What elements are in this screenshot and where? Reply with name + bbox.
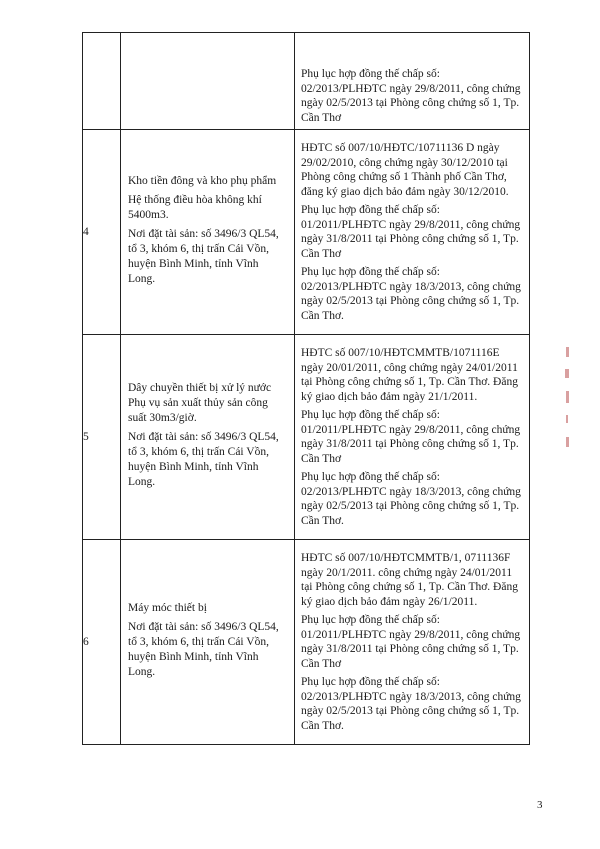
table-row <box>83 130 530 335</box>
contract-cell <box>295 33 530 130</box>
row-number-cell <box>83 335 121 540</box>
row-number: 4 <box>83 226 89 238</box>
asset-location: Nơi đặt tài sản: số 3496/3 QL54, tổ 3, khóm 6, thị trấn Cái Vồn, huyện Bình Minh, tỉnh Vĩnh Long. <box>128 430 279 488</box>
row-number-cell <box>83 540 121 745</box>
contract-text: Phụ lục hợp đồng thế chấp số: 02/2013/PLHĐTC ngày 18/3/2013, công chứng ngày 02/5/2013 tại Phòng công chứng số 1, Tp. Cần Thơ. <box>301 676 521 732</box>
row-number-cell <box>83 33 121 130</box>
row-number: 6 <box>83 636 89 648</box>
contract-cell <box>295 540 530 745</box>
contract-text: Phụ lục hợp đồng thế chấp số: 02/2013/PLHĐTC ngày 18/3/2013, công chứng ngày 02/5/2013 tại Phòng công chứng số 1, Tp. Cần Thơ. <box>301 266 521 322</box>
asset-location: Nơi đặt tài sản: số 3496/3 QL54, tổ 3, khóm 6, thị trấn Cái Vồn, huyện Bình Minh, tỉnh Vĩnh Long. <box>128 620 279 678</box>
table-row <box>83 33 530 130</box>
contract-cell <box>295 335 530 540</box>
table-row <box>83 540 530 745</box>
asset-cell <box>121 540 295 745</box>
contract-text: Phụ lục hợp đồng thế chấp số: 01/2011/PLHĐTC ngày 29/8/2011, công chứng ngày 31/8/2011 tại Phòng công chứng số 1, Tp. Cần Thơ <box>301 409 521 465</box>
margin-stamp-mark <box>561 345 575 461</box>
asset-text: Dây chuyền thiết bị xử lý nước Phụ vụ sản xuất thủy sản công suất 30m3/giờ. <box>128 381 272 424</box>
asset-text: Máy móc thiết bị <box>128 601 207 614</box>
asset-cell <box>121 335 295 540</box>
asset-cell <box>121 130 295 335</box>
row-number: 5 <box>83 431 89 443</box>
contract-text: HĐTC số 007/10/HĐTCMMTB/1, 0711136F ngày 20/1/2011. công chứng ngày 24/01/2011 tại Phòng công chứng số 1, Tp. Cần Thơ. Đăng ký giao dịch bảo đảm ngày 26/1/2011. <box>301 552 518 608</box>
contract-text: Phụ lục hợp đồng thế chấp số: 01/2011/PLHĐTC ngày 29/8/2011, công chứng ngày 31/8/2011 tại Phòng công chứng số 1, Tp. Cần Thơ <box>301 614 521 670</box>
contract-text: Phụ lục hợp đồng thế chấp số: 02/2013/PLHĐTC ngày 18/3/2013, công chứng ngày 02/5/2013 tại Phòng công chứng số 1, Tp. Cần Thơ. <box>301 471 521 527</box>
table-body <box>83 33 530 745</box>
collateral-table <box>82 32 530 745</box>
asset-cell <box>121 33 295 130</box>
contract-text: HĐTC số 007/10/HĐTC/10711136 D ngày 29/02/2010, công chứng ngày 30/12/2010 tại Phòng công chứng số 1 Thành phố Cần Thơ, đăng ký giao dịch bảo đảm ngày 30/12/2010. <box>301 142 509 198</box>
contract-text: HĐTC số 007/10/HĐTCMMTB/1071116E ngày 20/01/2011, công chứng ngày 24/01/2011 tại Phòng công chứng số 1, Tp. Cần Thơ. Đăng ký giao dịch bảo đảm ngày 21/1/2011. <box>301 347 518 403</box>
asset-text: Kho tiền đông và kho phụ phẩm <box>128 174 277 187</box>
asset-location: Nơi đặt tài sản: số 3496/3 QL54, tổ 3, khóm 6, thị trấn Cái Vồn, huyện Bình Minh, tỉnh Vĩnh Long. <box>128 227 279 285</box>
row-number-cell <box>83 130 121 335</box>
contract-text: Phụ lục hợp đồng thế chấp số: 01/2011/PLHĐTC ngày 29/8/2011, công chứng ngày 31/8/2011 tại Phòng công chứng số 1, Tp. Cần Thơ <box>301 204 521 260</box>
asset-text: Hệ thống điều hòa không khí 5400m3. <box>128 193 262 221</box>
page-number: 3 <box>537 799 543 811</box>
contract-text: Phụ lục hợp đồng thế chấp số: 02/2013/PLHĐTC ngày 29/8/2011, công chứng ngày 02/5/2013 tại Phòng công chứng số 1, Tp. Cần Thơ <box>301 68 521 124</box>
table-row <box>83 335 530 540</box>
stamp-marks <box>561 345 575 455</box>
contract-cell <box>295 130 530 335</box>
